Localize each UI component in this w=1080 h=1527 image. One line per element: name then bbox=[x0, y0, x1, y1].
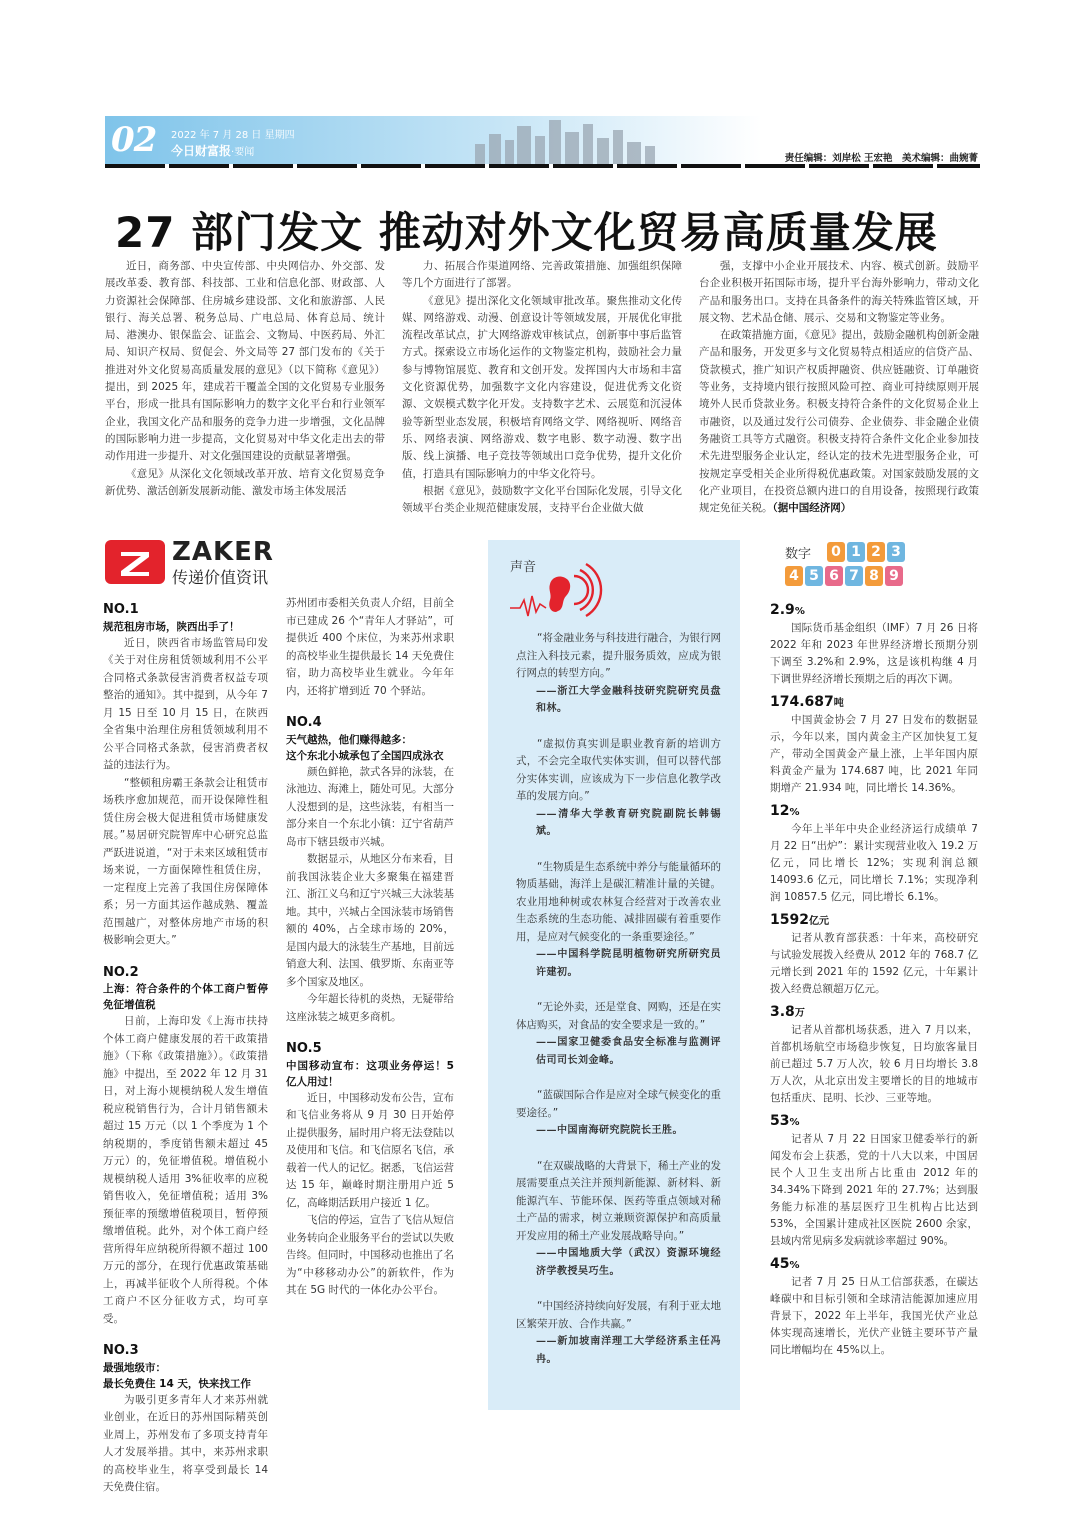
figure-value: 12 bbox=[770, 803, 790, 819]
quote-text: “生物质是生态系统中养分与能量循环的物质基础，海洋上是碳汇精准计量的关键。农业用地种树或农林复合经营对于改善农业生态系统的生态功能、减排固碳有着重要作用，是应对气候变化的一条重要途径。” bbox=[516, 860, 721, 943]
quote-item bbox=[516, 1158, 721, 1281]
issue-date: 2022 年 7 月 28 日 星期四 bbox=[171, 130, 295, 141]
quote-source: ——新加坡南洋理工大学经济系主任冯冉。 bbox=[536, 1336, 721, 1365]
item-number: NO.4 bbox=[286, 715, 322, 730]
number-text: 中国黄金协会 7 月 27 日发布的数据显示，今年以来，国内黄金主产区加快复工复产，带动全国黄金产量上涨，上半年国内原料黄金产量为 174.687 吨，比 2021 年同期增产 21.934 吨，同比增长 14.36%。 bbox=[770, 714, 978, 794]
editors-credit: 责任编辑：刘岸松 王宏艳 美术编辑：曲婉菁 bbox=[784, 153, 978, 164]
section-title: 今日财富报 bbox=[171, 144, 232, 158]
item-paragraph: 飞信的停运，宣告了飞信从短信业务转向企业服务平台的尝试以失败告终。但同时，中国移动也推出了名为“中移移动办公”的新软件，作为其在 5G 时代的一体化办公平台。 bbox=[286, 1214, 454, 1296]
figure-unit: 亿元 bbox=[808, 916, 829, 927]
article-source: （据中国经济网） bbox=[772, 502, 852, 515]
number-text: 国际货币基金组织（IMF）7 月 26 日将 2022 年和 2023 年世界经济增长预期分别下调至 3.2%和 2.9%，这是该机构继 4 月下调世界经济增长预期之后的再次下调。 bbox=[770, 622, 978, 685]
section-subtitle: ·要闻 bbox=[231, 147, 255, 158]
item-number: NO.2 bbox=[103, 964, 139, 980]
digit-badge: 8 bbox=[865, 566, 883, 586]
item-title: 规范租房市场，陕西出手了！ bbox=[103, 620, 240, 633]
item-title: 最强地级市： 最长免费住 14 天，快来找工作 bbox=[103, 1361, 251, 1390]
item-title: 中国移动宣布：这项业务停运！5 亿人用过！ bbox=[286, 1059, 454, 1088]
digit-badge: 3 bbox=[887, 542, 905, 562]
number-text: 今年上半年中央企业经济运行成绩单 7 月 22 日“出炉”：累计实现营业收入 19.2 万亿元，同比增长 12%；实现利润总额 14093.6 亿元，同比增长 7.1%；实现净利润 10857.5 亿元，同比增长 6.1%。 bbox=[770, 823, 978, 903]
item-paragraph: 颜色鲜艳，款式各异的泳装，在泳池边、海滩上，随处可见。大部分人没想到的是，这些泳装，有相当一部分来自一个东北小镇：辽宁省葫芦岛市下辖县级市兴城。 bbox=[286, 765, 454, 848]
number-figure bbox=[770, 803, 978, 821]
item-paragraph: “整顿租房霸王条款会让租赁市场秩序愈加规范，而开设保障性租赁住房会极大促进租赁市场健康发展。”易居研究院智库中心研究总监严跃进说道，“对于未来区域租赁市场来说，一方面保障性租赁住房，一定程度上完善了我国住房保障体系；另一方面其运作越成熟、覆盖范围越广，对整体房地产市场的积极影响会更大。” bbox=[103, 776, 268, 946]
numbers-title: 数字 bbox=[785, 547, 812, 562]
digit-badge: 9 bbox=[885, 566, 903, 586]
figure-value: 53 bbox=[770, 1113, 790, 1129]
figure-unit: 吨 bbox=[833, 698, 844, 709]
article-paragraph-text: 在政策措施方面，《意见》提出，鼓励金融机构创新金融产品和服务，开发更多与文化贸易特点相适应的信贷产品、贷款模式，推广知识产权质押融资、供应链融资、订单融资等业务，支持境内银行按照风险可控、商业可持续原则开展境外人民币贷款业务。积极支持符合条件的文化贸易企业上市融资，以及通过发行公司债券、企业债券、非金融企业债务融资工具等方式融资。积极支持符合条件文化企业参加技术先进型服务企业认定，经认定的技术先进型服务企业，可按规定享受相关企业所得税优惠政策。对国家鼓励发展的文化产业项目，在投资总额内进口的自用设备，按照现行政策规定免征关税。 bbox=[699, 329, 979, 515]
article-paragraph: 强，支撑中小企业开展技术、内容、模式创新。鼓励平台企业积极开拓国际市场，提升平台海外影响力，带动文化产品和服务出口。支持在具备条件的海关特殊监管区域，开展文物、艺术品仓储、展示、交易和文物鉴定等业务。 bbox=[699, 260, 979, 324]
article-paragraph: 近日，商务部、中央宣传部、中央网信办、外交部、发展改革委、教育部、科技部、工业和信息化部、财政部、人力资源社会保障部、住房城乡建设部、文化和旅游部、人民银行、海关总署、税务总局、广电总局、体育总局、统计局、港澳办、银保监会、证监会、文物局、中医药局、外汇局、知识产权局、贸促会、外文局等 27 部门发布的《关于推进对外文化贸易高质量发展的意见》（以下简称《意见》）提出，到 2025 年，建成若干覆盖全国的文化贸易专业服务平台，形成一批具有国际影响力的数字文化平台和行业领军企业，我国文化产品和服务的竞争力进一步增强，文化品牌的国际影响力进一步提高，文化贸易对中华文化走出去的带动作用进一步提升、对文化强国建设的贡献显著增强。 bbox=[105, 260, 385, 463]
page-header bbox=[105, 116, 980, 168]
figure-unit: % bbox=[789, 1260, 800, 1271]
header-rule bbox=[105, 164, 980, 168]
number-text: 记者从 7 月 22 日国家卫健委举行的新闻发布会上获悉，党的十八大以来，中国居民个人卫生支出所占比重由 2012 年的 34.34%下降到 2021 年的 27.7%；达到服务能力标准的基层医疗卫生机构占比达到 53%，全国累计建成社区医院 2600 余家，县域内常见病多发病就诊率超过 90%。 bbox=[770, 1133, 978, 1247]
quote-text: “蓝碳国际合作是应对全球气候变化的重要途径。” bbox=[516, 1089, 721, 1119]
quote-source: ——中国科学院昆明植物研究所研究员许建初。 bbox=[536, 949, 721, 978]
quote-item bbox=[516, 1087, 721, 1140]
zaker-name: ZAKER bbox=[172, 537, 274, 567]
number-text: 记者 7 月 25 日从工信部获悉，在碳达峰碳中和目标引领和全球清洁能源加速应用背景下，2022 年上半年，我国光伏产业总体实现高速增长，光伏产业链主要环节产量同比增幅均在 45%以上。 bbox=[770, 1276, 978, 1356]
digit-badge: 0 bbox=[827, 542, 845, 562]
digit-badge: 6 bbox=[825, 566, 843, 586]
zaker-column-2 bbox=[286, 595, 454, 1300]
article-column-2 bbox=[402, 258, 682, 517]
digit-badge: 4 bbox=[785, 566, 803, 586]
quote-item bbox=[516, 1298, 721, 1368]
quote-item bbox=[516, 859, 721, 982]
item-paragraph: 为吸引更多青年人才来苏州就业创业，在近日的苏州国际精英创业周上，苏州发布了多项支持青年人才发展举措。其中，来苏州求职的高校毕业生，将享受到最长 14 天免费住宿。 bbox=[103, 1393, 268, 1493]
article-column-3 bbox=[699, 258, 979, 517]
quote-text: “中国经济持续向好发展，有利于亚太地区繁荣开放、合作共赢。” bbox=[516, 1300, 721, 1330]
figure-value: 3.8 bbox=[770, 1004, 795, 1020]
item-number: NO.1 bbox=[103, 602, 139, 617]
digit-badge: 5 bbox=[805, 566, 823, 586]
figure-value: 174.687 bbox=[770, 694, 834, 710]
quote-text: “虚拟仿真实训是职业教育新的培训方式，不会完全取代实体实训，但可以替代部分实体实训，应该成为下一步信息化教学改革的发展方向。” bbox=[516, 737, 721, 802]
figure-unit: % bbox=[789, 807, 800, 818]
quote-source: ——浙江大学金融科技研究院研究员盘和林。 bbox=[536, 685, 721, 714]
item-paragraph: 苏州团市委相关负责人介绍，目前全市已建成 26 个“青年人才驿站”，可提供近 400 个床位，为来苏州求职的高校毕业生提供最长 14 天免费住宿，助力高校毕业生就业。今年年内，还将扩增到近 70 个驿站。 bbox=[286, 597, 454, 697]
figure-value: 2.9 bbox=[770, 602, 795, 618]
page-number: 02 bbox=[111, 120, 157, 160]
voices-panel bbox=[488, 540, 740, 1410]
figure-unit: 万 bbox=[794, 1008, 805, 1019]
item-number: NO.3 bbox=[103, 1343, 139, 1358]
item-number: NO.5 bbox=[286, 1041, 322, 1056]
quote-item bbox=[516, 736, 721, 841]
zaker-logo-icon bbox=[105, 540, 165, 584]
section-name bbox=[171, 142, 254, 159]
digit-badge: 2 bbox=[867, 542, 885, 562]
zaker-column-1 bbox=[103, 595, 268, 1497]
article-paragraph: 根据《意见》，鼓励数字文化平台国际化发展，引导文化领域平台类企业规范健康发展，支持平台企业做大做 bbox=[402, 484, 682, 515]
article-paragraph: 《意见》从深化文化领域改革开放、培育文化贸易竞争新优势、激活创新发展新动能、激发市场主体发展活 bbox=[105, 467, 385, 497]
quote-item bbox=[516, 630, 721, 718]
quote-list bbox=[516, 630, 721, 1386]
numbers-column bbox=[770, 598, 978, 1365]
number-figure bbox=[770, 694, 978, 712]
quote-source: ——国家卫健委食品安全标准与监测评估司司长刘金峰。 bbox=[536, 1037, 721, 1066]
figure-value: 1592 bbox=[770, 912, 809, 928]
number-figure bbox=[770, 1113, 978, 1131]
skyline-illustration bbox=[465, 116, 665, 164]
item-paragraph: 日前，上海印发《上海市扶持个体工商户健康发展的若干政策措施》（下称《政策措施》）。《政策措施》中提出，至 2022 年 12 月 31 日，对上海小规模纳税人发生增值税应税销售行为，合计月销售额未超过 15 万元（以 1 个季度为 1 个纳税期的，季度销售额未超过 45 万元）的，免征增值税。增值税小规模纳税人适用 3%征收率的应税销售收入，免征增值税；适用 3%预征率的预缴增值税项目，暂停预缴增值税。此外，对个体工商户经营所得年应纳税所得额不超过 100 万元的部分，在现行优惠政策基础上，再减半征收个人所得税。个体工商户不区分征收方式，均可享受。 bbox=[103, 1015, 268, 1325]
number-figure bbox=[770, 602, 978, 620]
quote-text: “将金融业务与科技进行融合，为银行网点注入科技元素，提升服务质效，应成为银行网点的转型方向。” bbox=[516, 632, 721, 679]
digit-badge: 7 bbox=[845, 566, 863, 586]
quote-text: “无论外卖，还是堂食、网购，还是在实体店购买，对食品的安全要求是一致的。” bbox=[516, 1001, 721, 1031]
article-paragraph bbox=[699, 327, 979, 517]
item-paragraph: 今年超长待机的炎热，无疑带给这座泳装之城更多商机。 bbox=[286, 993, 454, 1023]
number-text: 记者从教育部获悉：十年来，高校研究与试验发展拨入经费从 2012 年的 768.7 亿元增长到 2021 年的 1592 亿元，十年累计拨入经费总额超万亿元。 bbox=[770, 932, 978, 995]
digit-badge: 1 bbox=[847, 542, 865, 562]
quote-text: “在双碳战略的大背景下，稀土产业的发展需要重点关注并预判新能源、新材料、新能源汽车、节能环保、医药等重点领域对稀土产品的需求，树立兼顾资源保护和高质量开发应用的稀土产业发展战略导向。” bbox=[516, 1159, 721, 1242]
number-figure bbox=[770, 912, 978, 930]
figure-value: 45 bbox=[770, 1256, 790, 1272]
ear-soundwave-icon bbox=[506, 560, 606, 620]
quote-source: ——清华大学教育研究院副院长韩锡斌。 bbox=[536, 808, 721, 837]
article-column-1 bbox=[105, 258, 385, 500]
item-paragraph: 近日，陕西省市场监管局印发《关于对住房租赁领域利用不公平合同格式条款侵害消费者权益专项整治的通知》。其中提到，从今年 7 月 15 日至 10 月 15 日，在陕西全省集中治理住房租赁领域利用不公平合同格式条款，侵害消费者权益的违法行为。 bbox=[103, 636, 268, 771]
number-figure bbox=[770, 1004, 978, 1022]
quote-source: ——中国地质大学（武汉）资源环境经济学教授吴巧生。 bbox=[536, 1248, 721, 1277]
number-figure bbox=[770, 1256, 978, 1274]
item-paragraph: 近日，中国移动发布公告，宣布和飞信业务将从 9 月 30 日开始停止提供服务，届时用户将无法登陆以及使用和飞信。和飞信原名飞信，承载着一代人的记忆。据悉，飞信运营达 15 年，巅峰时期注册用户近 5 亿，高峰期活跃用户接近 1 亿。 bbox=[286, 1091, 454, 1209]
item-title: 上海：符合条件的个体工商户暂停免征增值税 bbox=[103, 983, 268, 1011]
item-paragraph: 数据显示，从地区分布来看，目前我国泳装企业大多聚集在福建晋江、浙江义乌和辽宁兴城三大泳装基地。其中，兴城占全国泳装市场销售额的 40%，占全球市场的 20%，是国内最大的泳装生产基地，目前远销意大利、法国、俄罗斯、东南亚等多个国家及地区。 bbox=[286, 853, 454, 988]
quote-item bbox=[516, 999, 721, 1069]
article-paragraph: 力、拓展合作渠道网络、完善政策措施、加强组织保障等几个方面进行了部署。 bbox=[402, 260, 682, 290]
voices-title: 声音 bbox=[510, 560, 537, 575]
main-headline: 27 部门发文 推动对外文化贸易高质量发展 bbox=[115, 208, 938, 257]
article-paragraph: 《意见》提出深化文化领域审批改革。聚焦推动文化传媒、网络游戏、动漫、创意设计等领域发展，开展优化审批流程改革试点，扩大网络游戏审核试点，创新事中事后监管方式。探索设立市场化运作的文物鉴定机构，鼓励社会力量参与博物馆展览、教育和文创开发。发挥国内大市场和丰富文化资源优势，加强数字文化内容建设，促进优秀文化资源、文娱模式数字化开发。支持数字艺术、云展览和沉浸体验等新型业态发展，积极培育网络文学、网络视听、网络音乐、网络表演、网络游戏、数字电影、数字动漫、数字出版、线上演播、电子竞技等领域出口竞争优势，提升文化价值，打造具有国际影响力的中华文化符号。 bbox=[402, 294, 682, 480]
figure-unit: % bbox=[789, 1117, 800, 1128]
figure-unit: % bbox=[794, 606, 805, 617]
item-title: 天气越热，他们赚得越多： 这个东北小城承包了全国四成泳衣 bbox=[286, 733, 444, 762]
quote-source: ——中国南海研究院院长王胜。 bbox=[536, 1125, 683, 1136]
zaker-tagline: 传递价值资讯 bbox=[172, 568, 269, 587]
number-text: 记者从首都机场获悉，进入 7 月以来，首都机场航空市场稳步恢复，日均旅客量目前已超过 5.7 万人次，较 6 月日均增长 3.8 万人次，从北京出发主要增长的目的地城市包括重庆、昆明、长沙、三亚等地。 bbox=[770, 1024, 978, 1104]
